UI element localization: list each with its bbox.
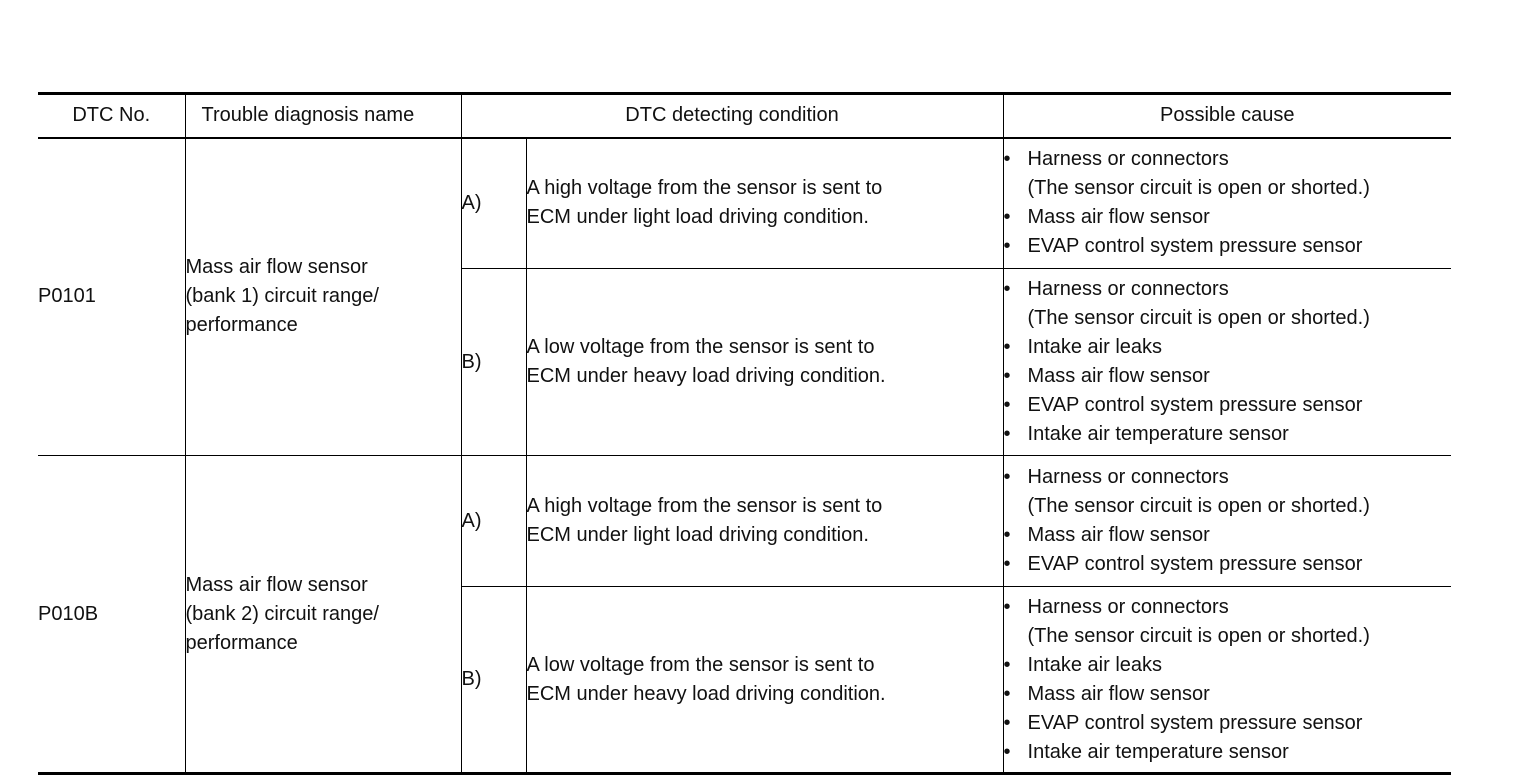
condition-line: A low voltage from the sensor is sent to [526,653,875,676]
condition-label: A) [461,138,526,269]
cause-item: • Mass air flow sensor [1004,362,1452,391]
condition-line: A low voltage from the sensor is sent to [526,336,875,358]
cause-item: • Intake air leaks [1004,651,1452,680]
cause-item: • Harness or connectors (The sensor circuit is open or shorted.) [1004,593,1452,651]
name-line: (bank 2) circuit range/ [185,602,379,625]
cause-item: • EVAP control system pressure sensor [1004,550,1452,579]
detecting-condition [526,587,1003,774]
cause-item: • EVAP control system pressure sensor [1004,391,1452,420]
dtc-code: P010B [38,456,185,774]
header-row [38,94,1451,138]
bullet-icon: • [1003,524,1011,546]
name-line: Mass air flow sensor [185,573,368,596]
header-possible-cause: Possible cause [1003,94,1451,138]
cause-item: • Harness or connectors (The sensor circuit is open or shorted.) [1004,145,1452,203]
header-detecting-condition: DTC detecting condition [461,94,1003,138]
detecting-condition [526,456,1003,587]
cause-item: • Harness or connectors (The sensor circuit is open or shorted.) [1004,463,1452,521]
possible-causes [1003,138,1451,269]
header-dtc-no: DTC No. [38,94,185,138]
cause-item: • Intake air leaks [1004,333,1452,362]
header-trouble-name: Trouble diagnosis name [185,94,461,138]
possible-causes [1003,269,1451,456]
dtc-code: P0101 [38,138,185,456]
detecting-condition [526,269,1003,456]
bullet-icon: • [1003,365,1011,387]
cause-item: • Intake air temperature sensor [1004,420,1452,449]
possible-causes [1003,587,1451,774]
condition-line: A high voltage from the sensor is sent to [526,495,883,517]
cause-item: • Intake air temperature sensor [1004,738,1452,767]
trouble-diagnosis-name [185,456,461,774]
bullet-icon: • [1003,278,1011,300]
cause-item: • EVAP control system pressure sensor [1004,709,1452,738]
bullet-icon: • [1003,740,1011,763]
cause-item: • Mass air flow sensor [1004,680,1452,709]
condition-label: A) [461,456,526,587]
condition-line: ECM under light load driving condition. [526,524,869,546]
bullet-icon: • [1003,595,1011,618]
bullet-icon: • [1003,423,1011,445]
bullet-icon: • [1003,682,1011,705]
possible-causes [1003,456,1451,587]
table-row [38,138,1451,269]
cause-item: • Mass air flow sensor [1004,203,1452,232]
condition-line: ECM under heavy load driving condition. [526,682,886,705]
condition-line: ECM under heavy load driving condition. [526,365,886,387]
detecting-condition [526,138,1003,269]
bullet-icon: • [1003,653,1011,676]
name-line: (bank 1) circuit range/ [185,285,379,308]
bullet-icon: • [1003,553,1011,575]
name-line: performance [185,314,298,337]
bullet-icon: • [1003,336,1011,358]
dtc-table [38,92,1451,775]
cause-item: • EVAP control system pressure sensor [1004,232,1452,261]
name-line: Mass air flow sensor [185,256,368,279]
cause-item: • Mass air flow sensor [1004,521,1452,550]
bullet-icon: • [1003,394,1011,416]
condition-label: B) [461,587,526,774]
bullet-icon: • [1003,148,1011,171]
condition-line: A high voltage from the sensor is sent to [526,177,883,200]
cause-item: • Harness or connectors (The sensor circuit is open or shorted.) [1004,275,1452,333]
table-row [38,456,1451,587]
bullet-icon: • [1003,466,1011,488]
trouble-diagnosis-name [185,138,461,456]
name-line: performance [185,631,298,654]
bullet-icon: • [1003,206,1011,229]
bullet-icon: • [1003,235,1011,258]
bullet-icon: • [1003,711,1011,734]
condition-line: ECM under light load driving condition. [526,206,869,229]
condition-label: B) [461,269,526,456]
